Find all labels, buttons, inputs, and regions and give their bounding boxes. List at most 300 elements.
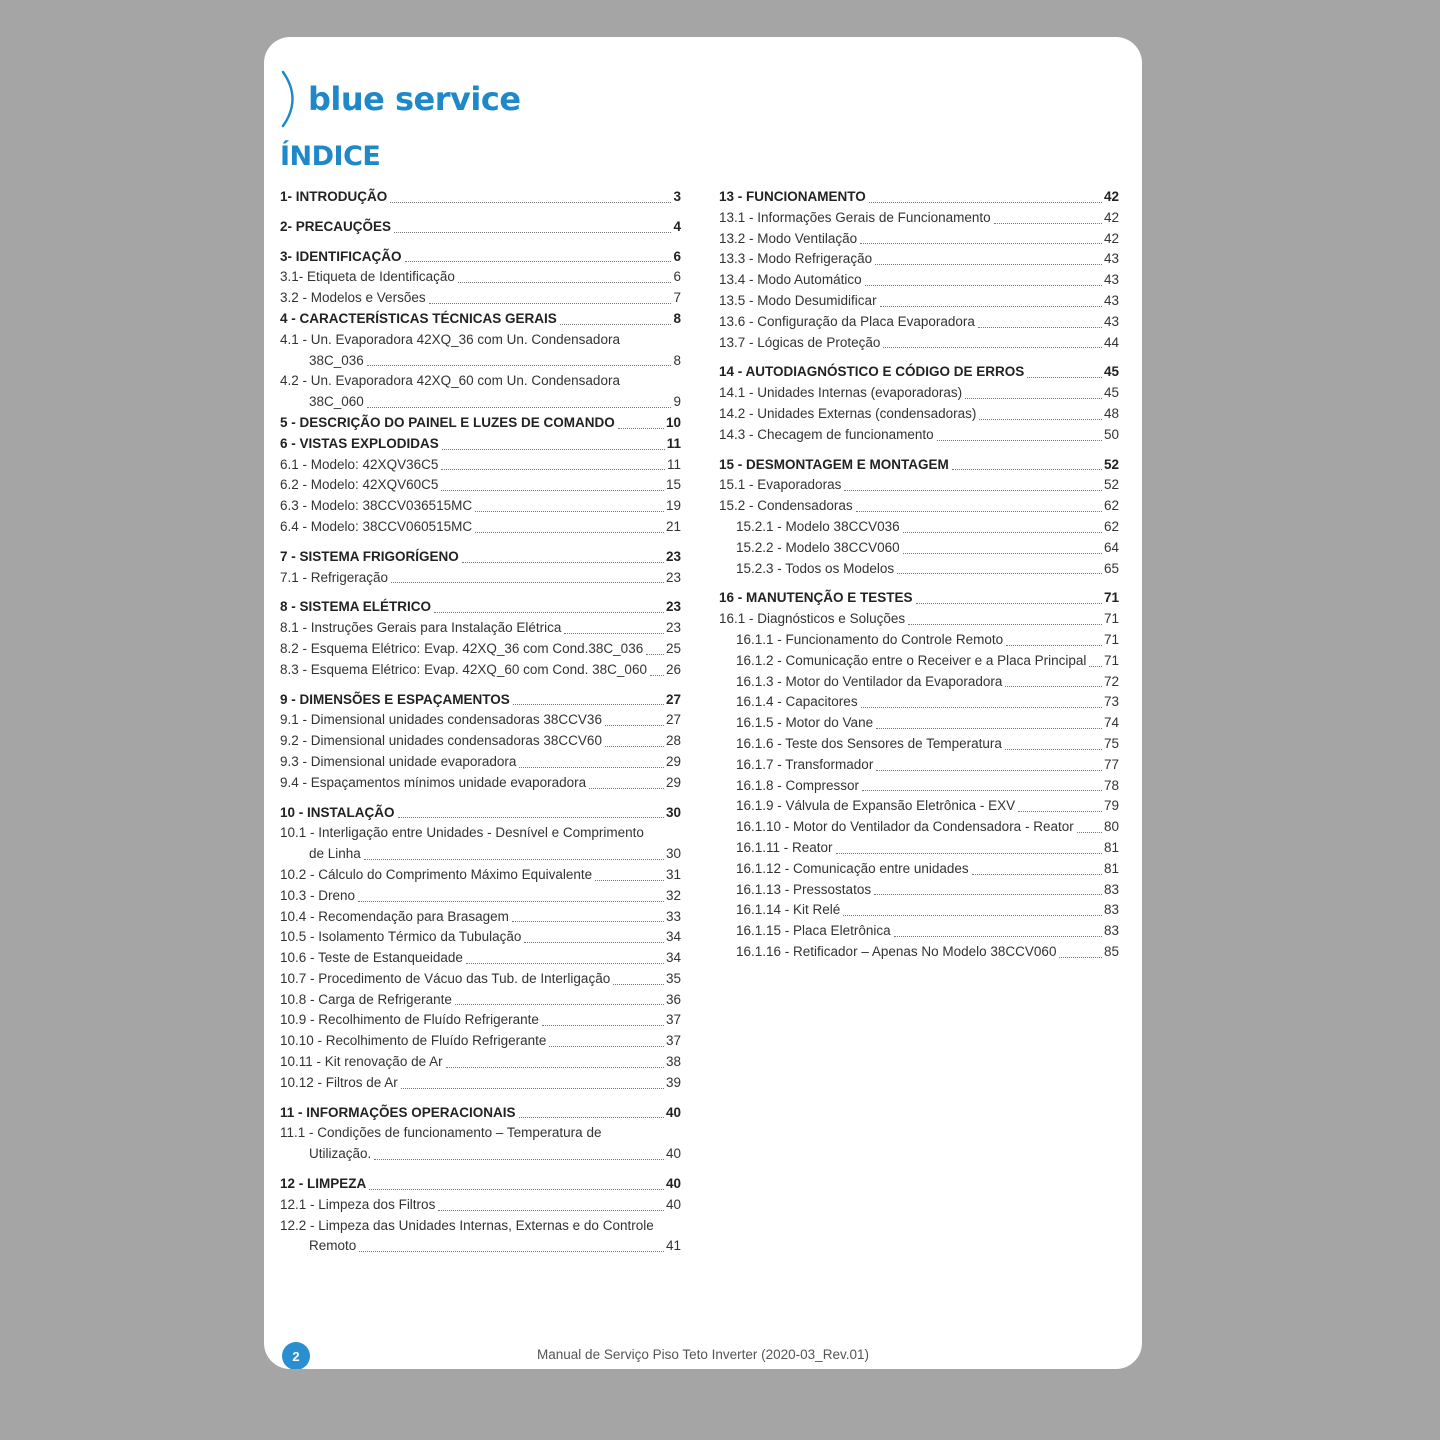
dot-leader xyxy=(589,788,664,789)
toc-entry-title: 13.1 - Informações Gerais de Funcionamento xyxy=(719,209,991,225)
dot-leader xyxy=(972,874,1102,875)
toc-entry-page: 74 xyxy=(1103,715,1119,731)
toc-entry-page: 40 xyxy=(665,1176,681,1192)
toc-entry-title: 6 - VISTAS EXPLODIDAS xyxy=(280,435,439,451)
toc-entry xyxy=(280,948,681,969)
toc-entry-page: 36 xyxy=(665,991,681,1007)
toc-entry xyxy=(719,672,1119,693)
logo-arc-icon xyxy=(280,69,302,129)
toc-entry xyxy=(719,880,1119,901)
toc-entry-title-continued: 38C_060 xyxy=(309,394,364,410)
toc-entry-title: 10.3 - Dreno xyxy=(280,887,356,903)
toc-left-column xyxy=(280,187,681,1257)
toc-entry xyxy=(280,455,681,476)
dot-leader xyxy=(869,202,1102,203)
toc-entry xyxy=(280,773,681,794)
toc-entry-title: 16.1.11 - Reator xyxy=(736,839,833,855)
toc-entry xyxy=(280,1174,681,1195)
toc-entry-title: 16.1.13 - Pressostatos xyxy=(736,881,872,897)
dot-leader xyxy=(466,963,664,964)
toc-entry-title: 9.3 - Dimensional unidade evaporadora xyxy=(280,753,517,769)
toc-entry-title: 4.1 - Un. Evaporadora 42XQ_36 com Un. Condensadora xyxy=(280,331,620,347)
toc-entry xyxy=(280,690,681,711)
toc-entry-title-continued: Remoto xyxy=(309,1238,357,1254)
toc-entry-page: 8 xyxy=(673,310,681,326)
toc-entry xyxy=(719,517,1119,538)
toc-entry xyxy=(280,731,681,752)
toc-entry-title: 15.2.1 - Modelo 38CCV036 xyxy=(736,518,900,534)
page-number-badge: 2 xyxy=(282,1342,310,1369)
toc-entry-title: 8.3 - Esquema Elétrico: Evap. 42XQ_60 com Cond. 38C_060 xyxy=(280,661,647,677)
toc-entry xyxy=(280,865,681,886)
toc-entry-page: 10 xyxy=(665,414,681,430)
toc-entry xyxy=(280,187,681,208)
toc-entry-page: 43 xyxy=(1103,313,1119,329)
toc-entry xyxy=(280,547,681,568)
toc-entry-title: 3.1- Etiqueta de Identificação xyxy=(280,269,455,285)
logo-text: blue service xyxy=(308,80,521,118)
page-title: ÍNDICE xyxy=(280,141,381,172)
toc-entry-title: 14.1 - Unidades Internas (evaporadoras) xyxy=(719,385,963,401)
toc-entry-title: 11.1 - Condições de funcionamento – Temperatura de xyxy=(280,1125,602,1141)
toc-entry-title: 4.2 - Un. Evaporadora 42XQ_60 com Un. Condensadora xyxy=(280,373,620,389)
toc-entry-page: 29 xyxy=(665,753,681,769)
dot-leader xyxy=(1018,811,1102,812)
dot-leader xyxy=(1027,377,1102,378)
dot-leader xyxy=(374,1159,664,1160)
toc-entry-page: 43 xyxy=(1103,292,1119,308)
toc-entry-title: 15 - DESMONTAGEM E MONTAGEM xyxy=(719,456,949,472)
toc-entry-page: 42 xyxy=(1103,209,1119,225)
dot-leader xyxy=(560,324,672,325)
toc-entry xyxy=(280,568,681,589)
toc-entry-title: 16.1 - Diagnósticos e Soluções xyxy=(719,611,906,627)
toc-entry-title: 16.1.2 - Comunicação entre o Receiver e a Placa Principal xyxy=(736,652,1087,668)
toc-entry xyxy=(280,803,681,824)
toc-entry-title: 16.1.9 - Válvula de Expansão Eletrônica - EXV xyxy=(736,798,1016,814)
toc-entry-page: 71 xyxy=(1103,631,1119,647)
toc-entry-title: 16.1.14 - Kit Relé xyxy=(736,902,841,918)
toc-entry-page: 41 xyxy=(665,1238,681,1254)
toc-entry-page: 37 xyxy=(665,1012,681,1028)
dot-leader xyxy=(613,984,664,985)
toc-entry-page: 37 xyxy=(665,1033,681,1049)
toc-entry xyxy=(719,270,1119,291)
toc-entry-page: 83 xyxy=(1103,881,1119,897)
toc-entry-page: 33 xyxy=(665,908,681,924)
toc-entry xyxy=(280,927,681,948)
toc-entry-page: 21 xyxy=(665,518,681,534)
toc-entry xyxy=(719,425,1119,446)
toc-entry xyxy=(719,588,1119,609)
toc-entry-title: 3.2 - Modelos e Versões xyxy=(280,290,426,306)
toc-entry-title: 10.10 - Recolhimento de Fluído Refrigerante xyxy=(280,1033,547,1049)
dot-leader xyxy=(434,612,664,613)
toc-entry-page: 83 xyxy=(1103,923,1119,939)
toc-entry-title: 6.1 - Modelo: 42XQV36C5 xyxy=(280,456,439,472)
toc-entry xyxy=(719,538,1119,559)
toc-entry-title: 10.1 - Interligação entre Unidades - Desnível e Comprimento xyxy=(280,825,644,841)
toc-entry xyxy=(280,413,681,434)
toc-entry-page: 52 xyxy=(1103,456,1119,472)
toc-entry xyxy=(280,1123,681,1165)
toc-entry xyxy=(719,692,1119,713)
toc-entry-page: 15 xyxy=(665,477,681,493)
dot-leader xyxy=(875,264,1102,265)
toc-entry xyxy=(280,823,681,865)
toc-entry-page: 32 xyxy=(665,887,681,903)
toc-entry xyxy=(719,455,1119,476)
toc-entry xyxy=(719,921,1119,942)
toc-entry xyxy=(280,1073,681,1094)
dot-leader xyxy=(595,880,664,881)
toc-entry-title: 15.2.2 - Modelo 38CCV060 xyxy=(736,539,900,555)
toc-entry-title: 16.1.6 - Teste dos Sensores de Temperatura xyxy=(736,735,1002,751)
dot-leader xyxy=(542,1025,664,1026)
toc-entry-page: 45 xyxy=(1103,385,1119,401)
toc-entry-title: 9.4 - Espaçamentos mínimos unidade evaporadora xyxy=(280,774,587,790)
dot-leader xyxy=(994,223,1102,224)
dot-leader xyxy=(524,942,664,943)
dot-leader xyxy=(605,746,664,747)
toc-entry xyxy=(280,1195,681,1216)
toc-entry-page: 77 xyxy=(1103,756,1119,772)
dot-leader xyxy=(1005,686,1102,687)
toc-entry-page: 81 xyxy=(1103,839,1119,855)
toc-entry xyxy=(719,362,1119,383)
toc-entry-title: 16.1.15 - Placa Eletrônica xyxy=(736,923,891,939)
toc-entry xyxy=(719,942,1119,963)
dot-leader xyxy=(916,603,1102,604)
toc-entry-page: 35 xyxy=(665,970,681,986)
toc-entry xyxy=(719,208,1119,229)
toc-entry-page: 64 xyxy=(1103,539,1119,555)
dot-leader xyxy=(446,1067,664,1068)
dot-leader xyxy=(455,1004,664,1005)
toc-entry-title: 16.1.3 - Motor do Ventilador da Evaporadora xyxy=(736,673,1003,689)
toc-entry-page: 85 xyxy=(1103,943,1119,959)
toc-entry-title: 16 - MANUTENÇÃO E TESTES xyxy=(719,590,913,606)
toc-entry-title: 12 - LIMPEZA xyxy=(280,1176,367,1192)
toc-entry-title: 16.1.10 - Motor do Ventilador da Condensadora - Reator xyxy=(736,819,1074,835)
dot-leader xyxy=(401,1088,664,1089)
toc-entry-page: 7 xyxy=(673,290,681,306)
dot-leader xyxy=(894,936,1102,937)
dot-leader xyxy=(650,675,664,676)
toc-entry-title: 7 - SISTEMA FRIGORÍGENO xyxy=(280,548,459,564)
toc-entry-page: 43 xyxy=(1103,251,1119,267)
toc-entry-title: 13.3 - Modo Refrigeração xyxy=(719,251,873,267)
toc-entry xyxy=(719,796,1119,817)
toc-entry-page: 23 xyxy=(665,569,681,585)
toc-entry xyxy=(719,817,1119,838)
toc-entry-title: 13.6 - Configuração da Placa Evaporadora xyxy=(719,313,975,329)
toc-entry-title: 10.11 - Kit renovação de Ar xyxy=(280,1054,443,1070)
toc-entry xyxy=(280,1031,681,1052)
toc-entry xyxy=(280,247,681,268)
toc-entry-page: 6 xyxy=(673,269,681,285)
toc-entry-title: 15.2 - Condensadoras xyxy=(719,498,853,514)
toc-entry xyxy=(719,249,1119,270)
toc-entry xyxy=(280,517,681,538)
toc-entry xyxy=(719,838,1119,859)
dot-leader xyxy=(903,532,1102,533)
dot-leader xyxy=(441,469,665,470)
toc-entry xyxy=(280,330,681,372)
document-page xyxy=(264,37,1142,1369)
dot-leader xyxy=(836,853,1102,854)
footer-text: Manual de Serviço Piso Teto Inverter (2020-03_Rev.01) xyxy=(537,1347,869,1362)
toc-entry-title: 10.12 - Filtros de Ar xyxy=(280,1074,398,1090)
toc-entry-title: 16.1.12 - Comunicação entre unidades xyxy=(736,860,969,876)
dot-leader xyxy=(897,573,1102,574)
toc-entry-page: 40 xyxy=(665,1146,681,1162)
toc-entry-title: 14.3 - Checagem de funcionamento xyxy=(719,426,934,442)
toc-entry-title: 10.9 - Recolhimento de Fluído Refrigerante xyxy=(280,1012,539,1028)
toc-entry-page: 45 xyxy=(1103,364,1119,380)
dot-leader xyxy=(442,449,665,450)
toc-entry-title: 14.2 - Unidades Externas (condensadoras) xyxy=(719,405,977,421)
dot-leader xyxy=(937,440,1102,441)
dot-leader xyxy=(1077,832,1102,833)
toc-entry xyxy=(280,907,681,928)
toc-entry-page: 71 xyxy=(1103,590,1119,606)
toc-entry-title: 10.5 - Isolamento Térmico da Tubulação xyxy=(280,929,522,945)
dot-leader xyxy=(965,398,1102,399)
toc-entry-title: 6.4 - Modelo: 38CCV060515MC xyxy=(280,518,473,534)
toc-entry xyxy=(719,383,1119,404)
dot-leader xyxy=(519,1117,664,1118)
toc-entry-title: 9.2 - Dimensional unidades condensadoras 38CCV60 xyxy=(280,733,602,749)
toc-entry-title: 13 - FUNCIONAMENTO xyxy=(719,189,866,204)
toc-entry xyxy=(719,900,1119,921)
toc-entry-title: 13.7 - Lógicas de Proteção xyxy=(719,334,881,350)
dot-leader xyxy=(903,553,1102,554)
toc-entry xyxy=(280,288,681,309)
toc-entry-page: 81 xyxy=(1103,860,1119,876)
dot-leader xyxy=(367,407,672,408)
dot-leader xyxy=(860,243,1102,244)
toc-entry-page: 79 xyxy=(1103,798,1119,814)
dot-leader xyxy=(978,327,1102,328)
toc-entry xyxy=(280,1103,681,1124)
toc-entry-title: 8.2 - Esquema Elétrico: Evap. 42XQ_36 com Cond.38C_036 xyxy=(280,640,644,656)
toc-entry-title: 4 - CARACTERÍSTICAS TÉCNICAS GERAIS xyxy=(280,310,557,326)
toc-entry-page: 23 xyxy=(665,548,681,564)
dot-leader xyxy=(861,707,1102,708)
brand-logo xyxy=(280,69,521,129)
dot-leader xyxy=(1006,645,1102,646)
dot-leader xyxy=(441,490,664,491)
toc-entry xyxy=(280,434,681,455)
dot-leader xyxy=(564,633,664,634)
toc-entry xyxy=(719,333,1119,354)
toc-entry-page: 28 xyxy=(665,733,681,749)
toc-entry-page: 50 xyxy=(1103,426,1119,442)
toc-entry-title: 13.5 - Modo Desumidificar xyxy=(719,292,877,308)
dot-leader xyxy=(398,817,664,818)
toc-entry-page: 62 xyxy=(1103,518,1119,534)
toc-entry-title-continued: Utilização. xyxy=(309,1146,372,1162)
toc-entry-page: 6 xyxy=(673,248,681,264)
toc-right-column xyxy=(719,187,1119,963)
toc-entry xyxy=(280,618,681,639)
dot-leader xyxy=(429,303,672,304)
toc-entry-title: 13.4 - Modo Automático xyxy=(719,272,862,288)
toc-entry-page: 26 xyxy=(665,661,681,677)
toc-entry-page: 72 xyxy=(1103,673,1119,689)
toc-entry xyxy=(719,312,1119,333)
toc-entry-page: 4 xyxy=(673,218,681,234)
toc-entry-page: 8 xyxy=(673,352,681,368)
dot-leader xyxy=(1089,666,1102,667)
dot-leader xyxy=(844,490,1102,491)
toc-entry xyxy=(280,710,681,731)
toc-entry-page: 30 xyxy=(665,804,681,820)
toc-entry-page: 65 xyxy=(1103,560,1119,576)
dot-leader xyxy=(549,1046,664,1047)
toc-entry-page: 75 xyxy=(1103,735,1119,751)
toc-entry-title: 12.2 - Limpeza das Unidades Internas, Externas e do Controle xyxy=(280,1217,654,1233)
toc-entry xyxy=(280,886,681,907)
toc-entry xyxy=(280,309,681,330)
toc-entry xyxy=(280,371,681,413)
dot-leader xyxy=(367,365,672,366)
toc-entry-title: 15.2.3 - Todos os Modelos xyxy=(736,560,895,576)
toc-entry-page: 62 xyxy=(1103,498,1119,514)
toc-entry-page: 80 xyxy=(1103,819,1119,835)
toc-entry-page: 52 xyxy=(1103,477,1119,493)
dot-leader xyxy=(359,1251,664,1252)
dot-leader xyxy=(438,1210,664,1211)
toc-entry xyxy=(280,969,681,990)
toc-entry xyxy=(719,404,1119,425)
toc-entry xyxy=(280,267,681,288)
toc-entry-page: 23 xyxy=(665,620,681,636)
toc-entry-title: 9.1 - Dimensional unidades condensadoras 38CCV36 xyxy=(280,712,602,728)
toc-entry-title: 7.1 - Refrigeração xyxy=(280,569,389,585)
toc-entry-title: 11 - INFORMAÇÕES OPERACIONAIS xyxy=(280,1104,516,1120)
toc-entry-title: 10.7 - Procedimento de Vácuo das Tub. de Interligação xyxy=(280,970,611,986)
toc-entry-page: 44 xyxy=(1103,334,1119,350)
dot-leader xyxy=(390,202,671,203)
toc-entry-page: 40 xyxy=(665,1196,681,1212)
toc-entry-title: 10.6 - Teste de Estanqueidade xyxy=(280,950,463,966)
toc-entry-page: 43 xyxy=(1103,272,1119,288)
dot-leader xyxy=(883,347,1102,348)
toc-entry xyxy=(719,713,1119,734)
toc-entry xyxy=(280,475,681,496)
toc-entry xyxy=(719,859,1119,880)
toc-entry xyxy=(719,496,1119,517)
dot-leader xyxy=(458,282,672,283)
toc-entry-title: 12.1 - Limpeza dos Filtros xyxy=(280,1196,436,1212)
toc-entry-page: 42 xyxy=(1103,230,1119,246)
dot-leader xyxy=(358,901,664,902)
toc-entry-title-continued: 38C_036 xyxy=(309,352,364,368)
toc-entry-title: 15.1 - Evaporadoras xyxy=(719,477,842,493)
toc-entry-title: 10.8 - Carga de Refrigerante xyxy=(280,991,452,1007)
dot-leader xyxy=(618,428,664,429)
dot-leader xyxy=(1005,749,1102,750)
dot-leader xyxy=(874,894,1102,895)
dot-leader xyxy=(865,285,1102,286)
toc-entry-page: 11 xyxy=(666,435,681,451)
dot-leader xyxy=(880,306,1102,307)
dot-leader xyxy=(862,790,1102,791)
toc-entry xyxy=(719,755,1119,776)
toc-entry-title: 8 - SISTEMA ELÉTRICO xyxy=(280,599,432,615)
dot-leader xyxy=(646,654,664,655)
toc-entry-page: 23 xyxy=(665,599,681,615)
toc-entry-title: 3- IDENTIFICAÇÃO xyxy=(280,248,402,264)
dot-leader xyxy=(952,469,1102,470)
toc-entry xyxy=(280,752,681,773)
dot-leader xyxy=(364,859,664,860)
toc-entry xyxy=(719,229,1119,250)
toc-entry xyxy=(280,990,681,1011)
toc-entry-page: 38 xyxy=(665,1054,681,1070)
toc-entry-title: 2- PRECAUÇÕES xyxy=(280,218,392,234)
dot-leader xyxy=(462,562,664,563)
toc-entry-title: 10.4 - Recomendação para Brasagem xyxy=(280,908,509,924)
dot-leader xyxy=(843,915,1102,916)
dot-leader xyxy=(876,770,1102,771)
toc-entry-title: 6.2 - Modelo: 42XQV60C5 xyxy=(280,477,439,493)
dot-leader xyxy=(876,728,1102,729)
toc-entry-title: 16.1.8 - Compressor xyxy=(736,777,860,793)
toc-entry xyxy=(719,187,1119,208)
toc-entry-page: 31 xyxy=(665,866,681,882)
toc-entry-page: 71 xyxy=(1103,652,1119,668)
toc-entry-title: 16.1.7 - Transformador xyxy=(736,756,874,772)
toc-entry xyxy=(280,597,681,618)
dot-leader xyxy=(391,582,664,583)
toc-entry-page: 27 xyxy=(665,691,681,707)
toc-entry xyxy=(719,559,1119,580)
dot-leader xyxy=(856,511,1102,512)
toc-entry-page: 71 xyxy=(1103,611,1119,627)
toc-entry-page: 34 xyxy=(665,929,681,945)
toc-entry-title: 13.2 - Modo Ventilação xyxy=(719,230,858,246)
toc-entry-page: 48 xyxy=(1103,405,1119,421)
dot-leader xyxy=(519,767,664,768)
dot-leader xyxy=(605,725,664,726)
toc-entry-title: 16.1.1 - Funcionamento do Controle Remoto xyxy=(736,631,1004,647)
toc-entry-page: 25 xyxy=(665,640,681,656)
toc-entry-title: 5 - DESCRIÇÃO DO PAINEL E LUZES DE COMANDO xyxy=(280,414,615,430)
toc-entry-title: 9 - DIMENSÕES E ESPAÇAMENTOS xyxy=(280,691,510,707)
toc-entry xyxy=(280,1052,681,1073)
toc-entry xyxy=(719,776,1119,797)
toc-entry-title: 16.1.4 - Capacitores xyxy=(736,694,858,710)
toc-entry-title: 16.1.5 - Motor do Vane xyxy=(736,715,874,731)
toc-entry-page: 34 xyxy=(665,950,681,966)
toc-entry xyxy=(280,660,681,681)
toc-entry-title: 14 - AUTODIAGNÓSTICO E CÓDIGO DE ERROS xyxy=(719,364,1025,380)
toc-entry xyxy=(280,496,681,517)
toc-entry xyxy=(719,734,1119,755)
toc-entry-page: 3 xyxy=(673,189,681,204)
toc-entry-page: 42 xyxy=(1103,189,1119,204)
toc-entry-page: 29 xyxy=(665,774,681,790)
dot-leader xyxy=(475,532,664,533)
dot-leader xyxy=(475,511,664,512)
toc-entry xyxy=(719,291,1119,312)
toc-entry xyxy=(719,651,1119,672)
dot-leader xyxy=(369,1189,664,1190)
toc-entry-title: 16.1.16 - Retificador – Apenas No Modelo 38CCV060 xyxy=(736,943,1057,959)
